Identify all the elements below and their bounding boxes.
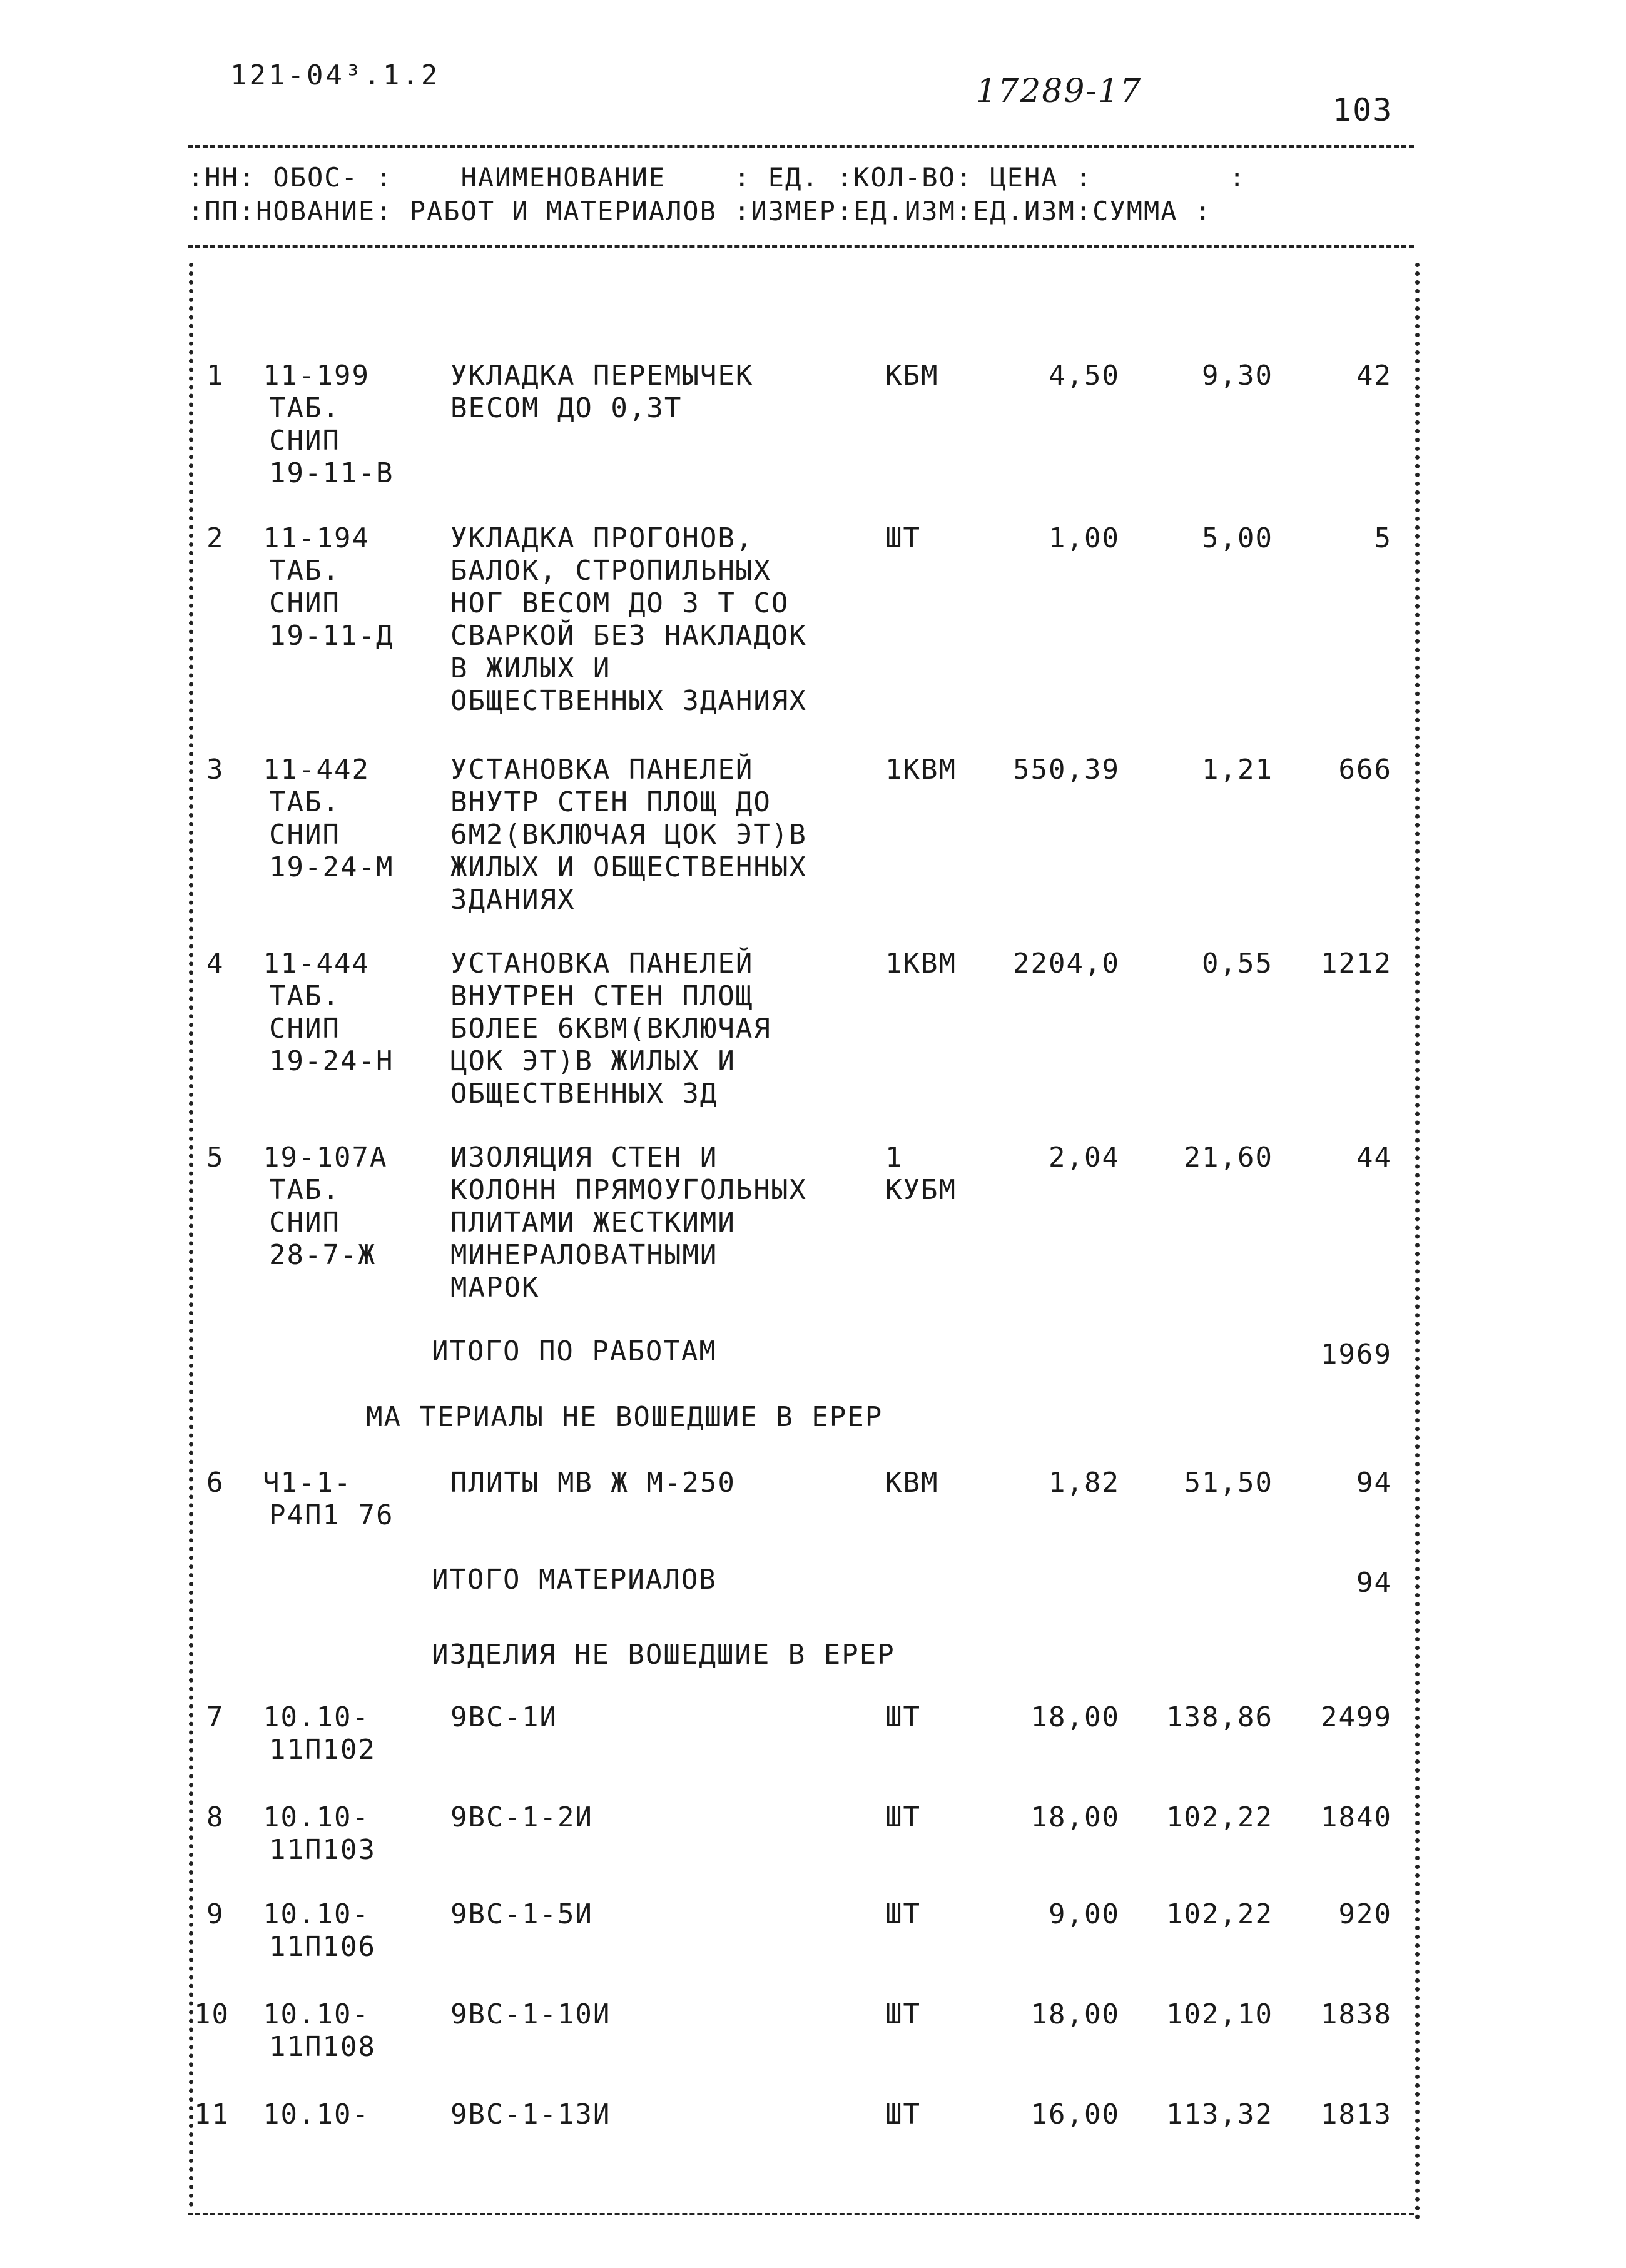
row-name: ЦОК ЭТ)В ЖИЛЫХ И — [450, 1045, 736, 1077]
row-code: 10.10- — [263, 1801, 370, 1833]
row-sum: 1838 — [1321, 1998, 1392, 2030]
row-quantity: 16,00 — [1030, 2098, 1120, 2130]
row-sum: 5 — [1374, 522, 1392, 554]
row-quantity: 2204,0 — [1013, 948, 1120, 980]
row-code: 11-199 — [263, 360, 370, 392]
row-name: УКЛАДКА ПРОГОНОВ, — [450, 522, 754, 554]
row-price: 0,55 — [1202, 948, 1273, 980]
row-code: ТАБ. — [269, 555, 340, 587]
row-code: ТАБ. — [269, 1174, 340, 1206]
row-name: БАЛОК, СТРОПИЛЬНЫХ — [450, 555, 771, 587]
row-name: УСТАНОВКА ПАНЕЛЕЙ — [450, 754, 754, 786]
row-code: 19-24-М — [269, 851, 394, 883]
row-sum: 44 — [1356, 1142, 1392, 1173]
total-materials-label: ИТОГО МАТЕРИАЛОВ — [432, 1564, 717, 1596]
row-name: ИЗОЛЯЦИЯ СТЕН И — [450, 1142, 718, 1173]
row-number: 10 — [194, 1998, 230, 2030]
row-name: 9ВС-1-10И — [450, 1998, 611, 2030]
row-number: 6 — [206, 1467, 225, 1499]
row-code: 10.10- — [263, 2098, 370, 2130]
row-name: В ЖИЛЫХ И — [450, 652, 611, 684]
row-number: 9 — [206, 1898, 225, 1930]
header-top-rule — [188, 145, 1414, 148]
row-code: 11-194 — [263, 522, 370, 554]
row-code: 11П103 — [269, 1834, 376, 1866]
row-sum: 94 — [1356, 1467, 1392, 1499]
row-quantity: 18,00 — [1030, 1701, 1120, 1733]
row-number: 7 — [206, 1701, 225, 1733]
row-quantity: 4,50 — [1049, 360, 1120, 392]
row-code: 11-444 — [263, 948, 370, 980]
row-sum: 920 — [1338, 1898, 1392, 1930]
row-unit: ШТ — [885, 1801, 921, 1833]
row-unit: КВМ — [885, 1467, 939, 1499]
row-price: 102,22 — [1166, 1898, 1273, 1930]
row-code: 10.10- — [263, 1898, 370, 1930]
row-code: ТАБ. — [269, 786, 340, 818]
total-materials-sum: 94 — [1356, 1567, 1392, 1599]
row-unit: КУБМ — [885, 1174, 957, 1206]
row-code: СНИП — [269, 819, 340, 851]
row-name: 9ВС-1-5И — [450, 1898, 593, 1930]
row-name: НОГ ВЕСОМ ДО 3 Т СО — [450, 587, 790, 619]
materials-heading: МА ТЕРИАЛЫ НЕ ВОШЕДШИЕ В ЕРЕР — [366, 1401, 883, 1433]
row-quantity: 9,00 — [1049, 1898, 1120, 1930]
row-unit: 1 — [885, 1142, 903, 1173]
row-code: СНИП — [269, 425, 340, 457]
row-name: ВНУТР СТЕН ПЛОЩ ДО — [450, 786, 771, 818]
row-price: 113,32 — [1166, 2098, 1273, 2130]
row-quantity: 1,00 — [1049, 522, 1120, 554]
row-name: БОЛЕЕ 6КВМ(ВКЛЮЧАЯ — [450, 1013, 771, 1045]
row-number: 4 — [206, 948, 225, 980]
row-unit: ШТ — [885, 522, 921, 554]
row-unit: 1КВМ — [885, 754, 957, 786]
row-code: СНИП — [269, 1207, 340, 1238]
row-sum: 42 — [1356, 360, 1392, 392]
row-name: ОБЩЕСТВЕННЫХ ЗД — [450, 1078, 718, 1110]
row-unit: КБМ — [885, 360, 939, 392]
header-line-1: :НН: ОБОС- : НАИМЕНОВАНИЕ : ЕД. :КОЛ-ВО: ЦЕНА : : — [188, 162, 1246, 193]
row-name: 9ВС-1-2И — [450, 1801, 593, 1833]
row-name: СВАРКОЙ БЕЗ НАКЛАДОК — [450, 620, 807, 652]
row-name: ОБЩЕСТВЕННЫХ ЗДАНИЯХ — [450, 685, 807, 717]
row-name: УСТАНОВКА ПАНЕЛЕЙ — [450, 948, 754, 980]
row-price: 9,30 — [1202, 360, 1273, 392]
row-name: МИНЕРАЛОВАТНЫМИ — [450, 1239, 718, 1271]
row-unit: ШТ — [885, 1898, 921, 1930]
row-number: 3 — [206, 754, 225, 786]
row-price: 1,21 — [1202, 754, 1273, 786]
row-code: Р4П1 76 — [269, 1499, 394, 1531]
row-quantity: 1,82 — [1049, 1467, 1120, 1499]
handwritten-number: 17289-17 — [976, 73, 1142, 110]
row-price: 5,00 — [1202, 522, 1273, 554]
row-unit: ШТ — [885, 1998, 921, 2030]
row-name: 6М2(ВКЛЮЧАЯ ЦОК ЭТ)В — [450, 819, 807, 851]
row-name: КОЛОНН ПРЯМОУГОЛЬНЫХ — [450, 1174, 807, 1206]
row-sum: 1813 — [1321, 2098, 1392, 2130]
row-code: ТАБ. — [269, 392, 340, 424]
right-border — [1415, 263, 1420, 2220]
row-name: 9ВС-1-13И — [450, 2098, 611, 2130]
row-price: 51,50 — [1184, 1467, 1273, 1499]
row-name: МАРОК — [450, 1272, 540, 1304]
total-works-label: ИТОГО ПО РАБОТАМ — [432, 1335, 717, 1367]
row-price: 21,60 — [1184, 1142, 1273, 1173]
row-code: 19-11-Д — [269, 620, 394, 652]
row-unit: ШТ — [885, 2098, 921, 2130]
row-code: СНИП — [269, 1013, 340, 1045]
row-quantity: 18,00 — [1030, 1801, 1120, 1833]
row-number: 1 — [206, 360, 225, 392]
header-line-2: :ПП:НОВАНИЕ: РАБОТ И МАТЕРИАЛОВ :ИЗМЕР:ЕД.ИЗМ:ЕД.ИЗМ:СУММА : — [188, 196, 1212, 226]
row-number: 5 — [206, 1142, 225, 1173]
row-code: 19-24-Н — [269, 1045, 394, 1077]
row-unit: ШТ — [885, 1701, 921, 1733]
row-name: ЗДАНИЯХ — [450, 884, 576, 916]
row-code: 19-11-В — [269, 457, 394, 489]
row-code: 11П108 — [269, 2031, 376, 2063]
document-code: 121-04³.1.2 — [230, 59, 440, 91]
row-code: 11П106 — [269, 1931, 376, 1963]
row-code: 11-442 — [263, 754, 370, 786]
row-sum: 666 — [1338, 754, 1392, 786]
total-works-sum: 1969 — [1321, 1339, 1392, 1370]
row-name: ПЛИТАМИ ЖЕСТКИМИ — [450, 1207, 736, 1238]
row-number: 8 — [206, 1801, 225, 1833]
row-sum: 1840 — [1321, 1801, 1392, 1833]
left-border — [189, 263, 193, 2208]
row-name: 9ВС-1И — [450, 1701, 557, 1733]
row-price: 102,10 — [1166, 1998, 1273, 2030]
row-code: Ч1-1- — [263, 1467, 352, 1499]
row-sum: 2499 — [1321, 1701, 1392, 1733]
row-code: ТАБ. — [269, 980, 340, 1012]
row-code: 19-107А — [263, 1142, 388, 1173]
row-code: 28-7-Ж — [269, 1239, 376, 1271]
row-price: 102,22 — [1166, 1801, 1273, 1833]
row-sum: 1212 — [1321, 948, 1392, 980]
row-price: 138,86 — [1166, 1701, 1273, 1733]
row-name: ПЛИТЫ МВ Ж М-250 — [450, 1467, 736, 1499]
row-quantity: 550,39 — [1013, 754, 1120, 786]
row-number: 11 — [194, 2098, 230, 2130]
row-number: 2 — [206, 522, 225, 554]
table-bottom-rule — [188, 2213, 1414, 2215]
row-quantity: 18,00 — [1030, 1998, 1120, 2030]
row-code: 10.10- — [263, 1998, 370, 2030]
row-name: ВЕСОМ ДО 0,3Т — [450, 392, 683, 424]
row-unit: 1КВМ — [885, 948, 957, 980]
row-code: 11П102 — [269, 1734, 376, 1766]
row-code: СНИП — [269, 587, 340, 619]
row-name: УКЛАДКА ПЕРЕМЫЧЕК — [450, 360, 754, 392]
row-quantity: 2,04 — [1049, 1142, 1120, 1173]
row-name: ЖИЛЫХ И ОБЩЕСТВЕННЫХ — [450, 851, 807, 883]
page-number: 103 — [1333, 92, 1393, 128]
row-name: ВНУТРЕН СТЕН ПЛОЩ — [450, 980, 754, 1012]
row-code: 10.10- — [263, 1701, 370, 1733]
header-bottom-rule — [188, 245, 1414, 248]
products-heading: ИЗДЕЛИЯ НЕ ВОШЕДШИЕ В ЕРЕР — [432, 1639, 895, 1671]
